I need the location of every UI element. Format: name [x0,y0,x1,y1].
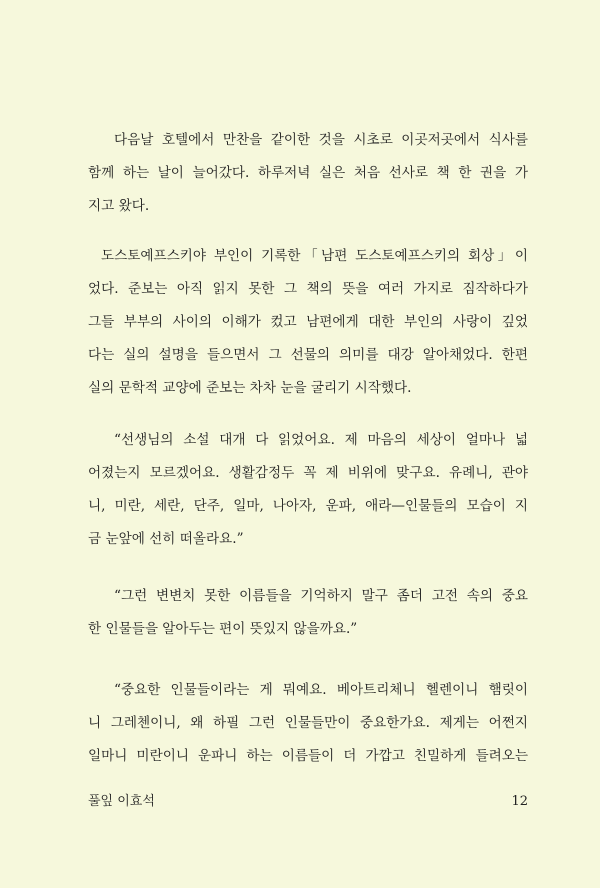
text-line: 일마니 미란이니 운파니 하는 이름들이 더 가깝고 친밀하게 들려오는 [88,748,528,764]
text-line: “중요한 인물들이라는 게 뭐예요. 베아트리체니 헬렌이니 햄릿이 [114,682,528,698]
paragraph-3 [88,424,528,556]
running-footer-title: 풀잎 이효석 [88,794,155,809]
paragraph-1 [88,124,528,223]
page-number: 12 [511,794,528,809]
text-line: 실의 문학적 교양에 준보는 차차 눈을 굴리기 시작했다. [88,380,412,396]
text-line: 그들 부부의 사이의 이해가 컸고 남편에게 대한 부인의 사랑이 깊었 [88,314,528,330]
text-line: 금 눈앞에 선히 떠올라요.” [88,531,244,547]
text-line: 지고 왔다. [88,198,150,214]
text-line: 어졌는지 모르겠어요. 생활감정두 꼭 제 비위에 맞구요. 유례니, 관야 [88,465,528,481]
text-line: 다는 실의 설명을 들으면서 그 선물의 의미를 대강 알아채었다. 한편 [88,347,528,363]
paragraph-2 [88,240,528,405]
text-line: 니 그레첸이니, 왜 하필 그런 인물들만이 중요한가요. 제게는 어쩐지 [88,715,528,731]
paragraph-5 [88,674,528,773]
paragraph-4 [88,580,528,646]
text-line: “그런 변변치 못한 이름들을 기억하지 말구 좀더 고전 속의 중요 [114,588,528,604]
text-line: 함께 하는 날이 늘어갔다. 하루저녁 실은 처음 선사로 책 한 권을 가 [88,165,528,181]
text-line: “선생님의 소설 대개 다 읽었어요. 제 마음의 세상이 얼마나 넓 [114,432,528,448]
text-line: 니, 미란, 세란, 단주, 일마, 나아자, 운파, 애라—인물들의 모습이 지 [88,498,528,514]
text-line: 다음날 호텔에서 만찬을 같이한 것을 시초로 이곳저곳에서 식사를 [114,132,528,148]
text-line: 한 인물들을 알아두는 편이 뜻있지 않을까요.” [88,621,358,637]
text-line: 었다. 준보는 아직 읽지 못한 그 책의 뜻을 여러 가지로 짐작하다가 [88,281,528,297]
text-line: 도스토예프스키야 부인이 기록한「남편 도스토예프스키의 회상」이 [101,248,528,264]
